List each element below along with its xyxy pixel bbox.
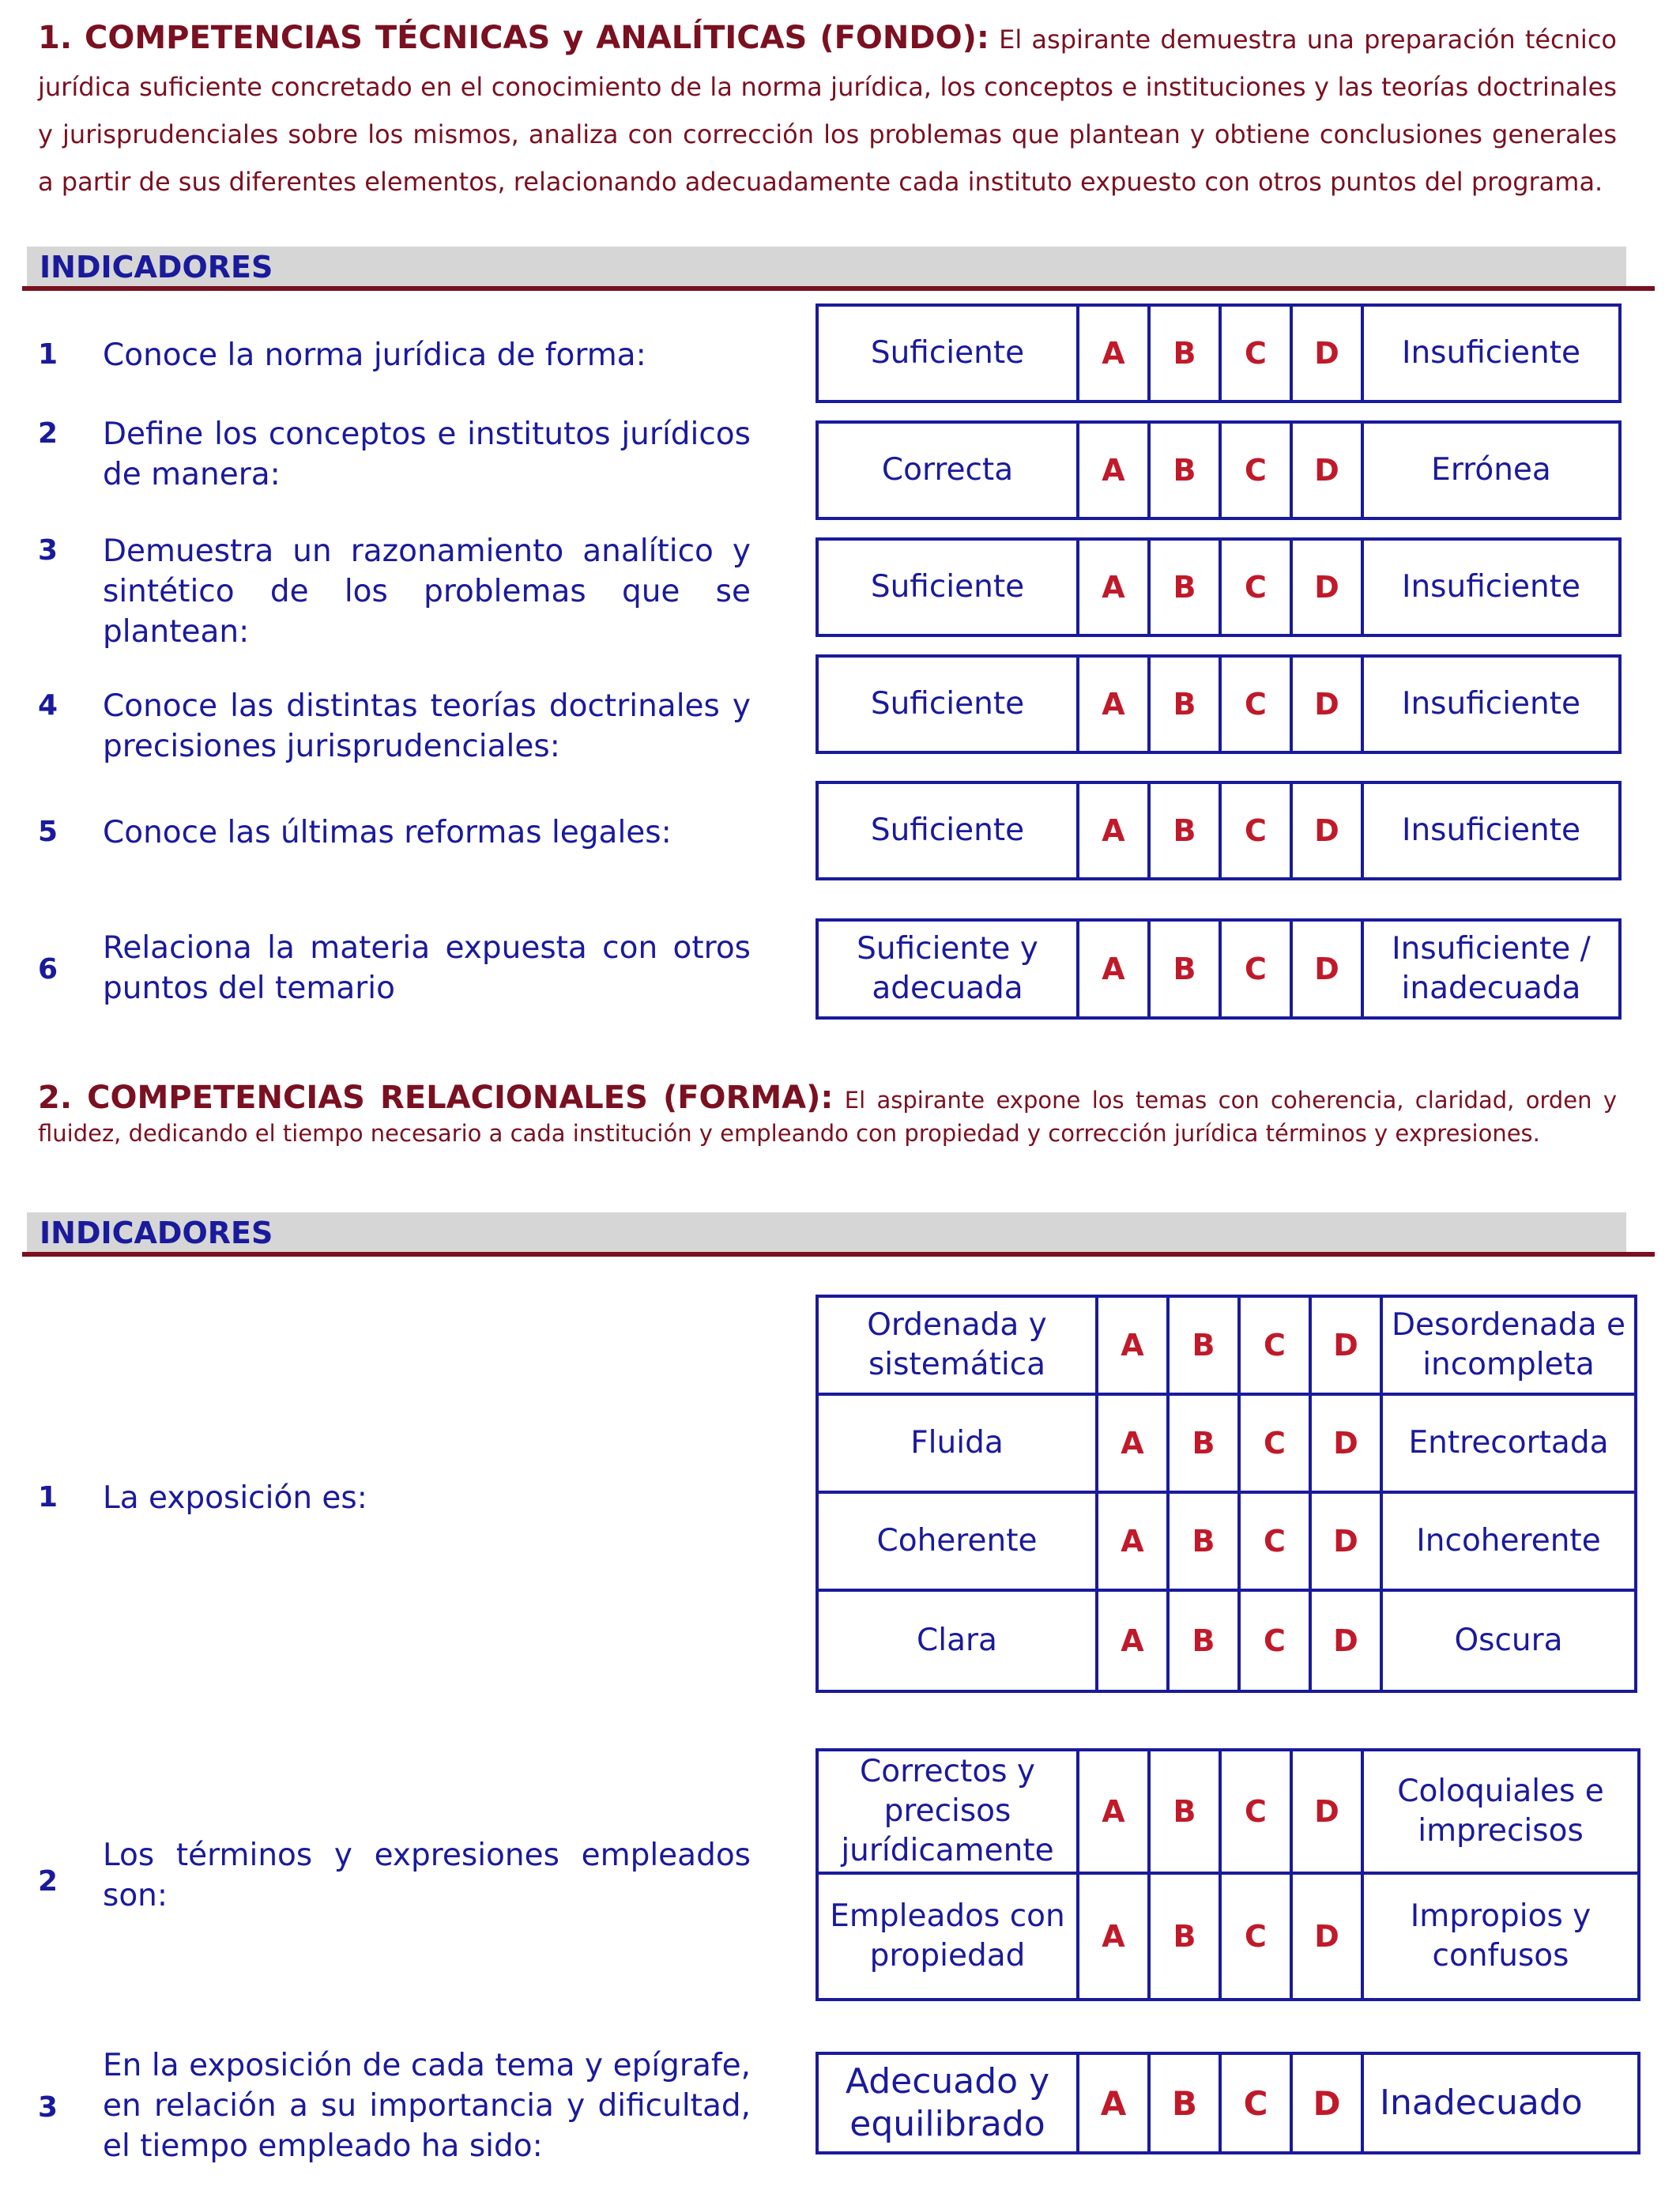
grade-d-option[interactable]: D	[1293, 424, 1364, 517]
grade-a-option[interactable]: A	[1079, 922, 1151, 1016]
grade-a-option[interactable]: A	[1079, 1875, 1151, 1998]
criterion-text: Relaciona la materia expuesta con otros puntos del temario	[103, 930, 751, 1006]
criterion-text: Define los conceptos e institutos jurídicos de manera:	[103, 417, 751, 492]
positive-label: Ordenada y sistemática	[819, 1298, 1098, 1393]
negative-label: Incoherente	[1416, 1523, 1601, 1559]
grade-a-option[interactable]: A	[1079, 658, 1151, 751]
grade-a-option[interactable]: A	[1079, 784, 1151, 877]
positive-label: Suficiente	[819, 541, 1079, 634]
section2-title: 2. COMPETENCIAS RELACIONALES (FORMA):	[38, 1080, 834, 1116]
negative-label: Errónea	[1431, 452, 1551, 488]
grade-b-option[interactable]: B	[1170, 1592, 1241, 1690]
negative-label: Entrecortada	[1408, 1425, 1609, 1461]
grade-d-option[interactable]: D	[1293, 658, 1364, 751]
positive-label: Suficiente	[819, 307, 1079, 400]
rating-scale	[816, 1589, 1637, 1693]
grade-c-option[interactable]: C	[1241, 1396, 1312, 1491]
grade-c-option[interactable]: C	[1222, 1751, 1293, 1872]
section1-title: 1. COMPETENCIAS TÉCNICAS y ANALÍTICAS (FONDO):	[38, 20, 989, 56]
criterion-text: Conoce la norma jurídica de forma:	[103, 337, 646, 373]
negative-label: Coloquiales e imprecisos	[1397, 1774, 1604, 1849]
item-number: 3	[38, 534, 58, 567]
grade-d-option[interactable]: D	[1312, 1298, 1383, 1393]
section2-text: El aspirante expone los temas con coherencia, claridad, orden y fluidez, dedicando el tiempo necesario a cada institución y empleando con propiedad y corrección jurídica términos y expresiones.	[38, 1087, 1618, 1147]
criterion-text: Demuestra un razonamiento analítico y sintético de los problemas que se plantean:	[103, 533, 751, 650]
grade-c-option[interactable]: C	[1222, 784, 1293, 877]
rating-scale	[816, 1393, 1637, 1494]
grade-a-option[interactable]: A	[1079, 424, 1151, 517]
positive-label: Coherente	[819, 1494, 1098, 1589]
grade-b-option[interactable]: B	[1151, 424, 1222, 517]
negative-label: Insuficiente	[1401, 686, 1581, 722]
grade-a-option[interactable]: A	[1079, 1751, 1151, 1872]
item-number: 1	[38, 1481, 58, 1514]
positive-label: Correctos y precisos jurídicamente	[819, 1751, 1079, 1872]
positive-label: Suficiente	[819, 784, 1079, 877]
grade-b-option[interactable]: B	[1170, 1494, 1241, 1589]
grade-a-option[interactable]: A	[1098, 1298, 1170, 1393]
negative-label: Inadecuado	[1380, 2083, 1583, 2123]
grade-d-option[interactable]: D	[1293, 922, 1364, 1016]
grade-c-option[interactable]: C	[1222, 658, 1293, 751]
indicators-header-1: INDICADORES	[27, 247, 1626, 286]
positive-label: Correcta	[819, 424, 1079, 517]
grade-d-option[interactable]: D	[1293, 1751, 1364, 1872]
criterion-text: En la exposición de cada tema y epígrafe, en relación a su importancia y dificultad, el tiempo empleado ha sido:	[103, 2048, 751, 2164]
rating-scale	[816, 1748, 1640, 1875]
section2-description	[38, 1081, 1617, 1150]
item-number: 1	[38, 338, 58, 371]
grade-b-option[interactable]: B	[1151, 658, 1222, 751]
negative-label: Oscura	[1454, 1623, 1563, 1658]
grade-b-option[interactable]: B	[1151, 2055, 1222, 2151]
grade-c-option[interactable]: C	[1241, 1494, 1312, 1589]
grade-c-option[interactable]: C	[1222, 424, 1293, 517]
divider	[22, 1252, 1655, 1257]
item-number: 3	[38, 2091, 58, 2124]
positive-label: Empleados con propiedad	[819, 1875, 1079, 1998]
grade-a-option[interactable]: A	[1098, 1494, 1170, 1589]
item-number: 5	[38, 816, 58, 848]
negative-label: Insuficiente	[1401, 812, 1581, 848]
grade-a-option[interactable]: A	[1079, 541, 1151, 634]
grade-c-option[interactable]: C	[1222, 922, 1293, 1016]
grade-b-option[interactable]: B	[1170, 1396, 1241, 1491]
negative-label: Insuficiente	[1401, 569, 1581, 605]
grade-b-option[interactable]: B	[1151, 1751, 1222, 1872]
grade-c-option[interactable]: C	[1222, 2055, 1293, 2151]
rating-scale	[816, 918, 1622, 1020]
rating-scale	[816, 1491, 1637, 1592]
grade-d-option[interactable]: D	[1293, 784, 1364, 877]
positive-label: Suficiente	[819, 658, 1079, 751]
item-number: 6	[38, 953, 58, 986]
grade-a-option[interactable]: A	[1098, 1592, 1170, 1690]
rating-scale	[816, 1295, 1637, 1396]
grade-c-option[interactable]: C	[1241, 1298, 1312, 1393]
criterion-text: Conoce las últimas reformas legales:	[103, 815, 672, 850]
grade-b-option[interactable]: B	[1151, 307, 1222, 400]
indicators-header-2: INDICADORES	[27, 1212, 1626, 1252]
grade-c-option[interactable]: C	[1222, 1875, 1293, 1998]
rating-scale	[816, 537, 1622, 637]
grade-b-option[interactable]: B	[1151, 1875, 1222, 1998]
grade-b-option[interactable]: B	[1151, 541, 1222, 634]
grade-d-option[interactable]: D	[1312, 1494, 1383, 1589]
rating-scale	[816, 781, 1622, 880]
positive-label: Clara	[819, 1592, 1098, 1690]
grade-c-option[interactable]: C	[1222, 307, 1293, 400]
grade-c-option[interactable]: C	[1222, 541, 1293, 634]
grade-b-option[interactable]: B	[1151, 922, 1222, 1016]
grade-b-option[interactable]: B	[1151, 784, 1222, 877]
criterion-text: Conoce las distintas teorías doctrinales y precisiones jurisprudenciales:	[103, 688, 751, 764]
grade-d-option[interactable]: D	[1312, 1396, 1383, 1491]
rating-scale	[816, 420, 1622, 520]
grade-d-option[interactable]: D	[1293, 1875, 1364, 1998]
divider	[22, 286, 1655, 291]
positive-label: Fluida	[819, 1396, 1098, 1491]
grade-a-option[interactable]: A	[1079, 307, 1151, 400]
rating-scale	[816, 1872, 1640, 2001]
rating-scale	[816, 654, 1622, 754]
grade-a-option[interactable]: A	[1098, 1396, 1170, 1491]
grade-a-option[interactable]: A	[1079, 2055, 1151, 2151]
item-number: 4	[38, 689, 58, 722]
negative-label: Insuficiente / inadecuada	[1392, 931, 1591, 1006]
item-number: 2	[38, 1865, 58, 1898]
rating-scale	[816, 303, 1622, 403]
grade-c-option[interactable]: C	[1241, 1592, 1312, 1690]
negative-label: Insuficiente	[1401, 335, 1581, 371]
grade-b-option[interactable]: B	[1170, 1298, 1241, 1393]
negative-label: Impropios y confusos	[1410, 1898, 1591, 1973]
grade-d-option[interactable]: D	[1312, 1592, 1383, 1690]
grade-d-option[interactable]: D	[1293, 2055, 1364, 2151]
grade-d-option[interactable]: D	[1293, 541, 1364, 634]
criterion-text: Los términos y expresiones empleados son:	[103, 1838, 751, 1913]
item-number: 2	[38, 417, 58, 450]
grade-d-option[interactable]: D	[1293, 307, 1364, 400]
positive-label: Suficiente y adecuada	[819, 922, 1079, 1016]
section1-text: El aspirante demuestra una preparación técnico jurídica suficiente concretado en el conocimiento de la norma jurídica, los conceptos e instituciones y las teorías doctrinales y jurisprudenciales sobre los mismos, analiza con corrección los problemas que plantean y obtiene conclusiones generales a partir de sus diferentes elementos, relacionando adecuadamente cada instituto expuesto con otros puntos del programa.	[38, 25, 1617, 197]
positive-label: Adecuado y equilibrado	[819, 2055, 1079, 2151]
negative-label: Desordenada e incompleta	[1392, 1307, 1625, 1382]
section1-description	[38, 14, 1617, 205]
criterion-text: La exposición es:	[103, 1480, 367, 1516]
rating-scale	[816, 2052, 1640, 2154]
